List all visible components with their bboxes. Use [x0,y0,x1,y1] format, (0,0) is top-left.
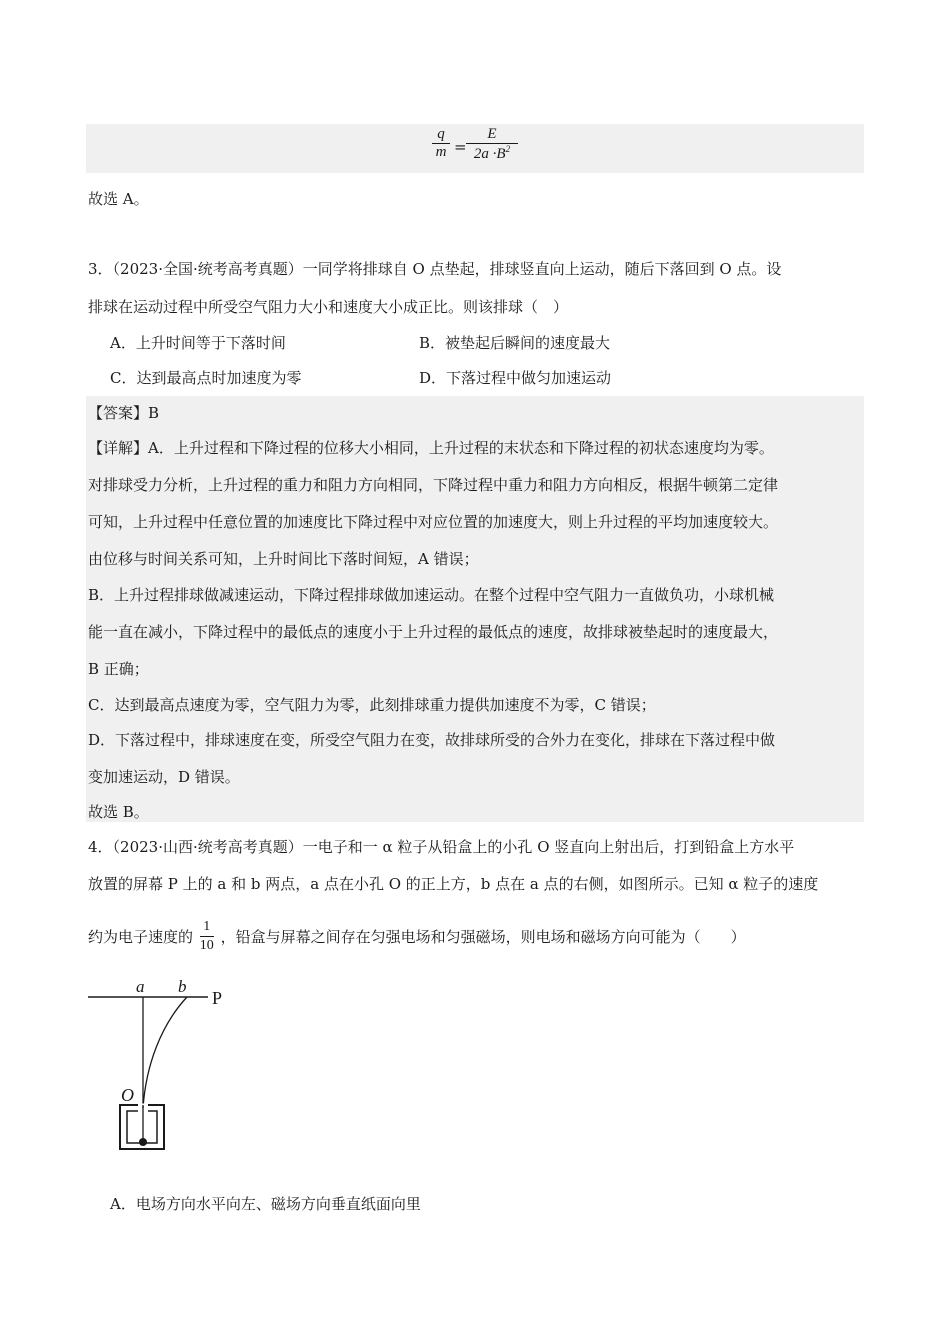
formula-rhs-den-text: 2a ·B [473,146,506,162]
q4-frac-num: 1 [203,919,211,934]
q3-detail-line: 可知，上升过程中任意位置的加速度比下降过程中对应位置的加速度大，则上升过程的平均加速度较大。 [88,513,779,531]
label-a: a [136,977,145,996]
q4-fraction [200,918,214,955]
q4-line3-pre: 约为电子速度的 [88,928,194,946]
q3-stem-line2: 排球在运动过程中所受空气阻力大小和速度大小成正比。则该排球（ ） [88,298,569,316]
q4-stem-line3 [88,918,746,955]
q4-figure [86,975,246,1155]
q3-detail-line: 对排球受力分析，上升过程的重力和阻力方向相同，下降过程中重力和阻力方向相反，根据牛顿第二定律 [88,476,779,494]
q3-detail-line: C．达到最高点速度为零，空气阻力为零，此刻排球重力提供加速度不为零，C 错误； [88,696,656,714]
q3-detail-line: 能一直在减小，下降过程中的最低点的速度小于上升过程的最低点的速度，故排球被垫起时的速度最大， [88,623,779,641]
label-O: O [121,1085,134,1105]
q3-stem-line1: 3．（2023·全国·统考高考真题）一同学将排球自 O 点垫起，排球竖直向上运动，随后下落回到 O 点。设 [88,260,782,278]
label-b: b [178,977,187,996]
q4-stem-line2: 放置的屏幕 P 上的 a 和 b 两点，a 点在小孔 O 的正上方，b 点在 a 点的右侧，如图所示。已知 α 粒子的速度 [88,875,819,893]
q4-stem-line1: 4．（2023·山西·统考高考真题）一电子和一 α 粒子从铅盒上的小孔 O 竖直向上射出后，打到铅盒上方水平 [88,838,795,856]
formula-lhs-den: m [432,143,450,161]
q3-option-b: B．被垫起后瞬间的速度最大 [419,334,611,352]
q4-option-a: A．电场方向水平向左、磁场方向垂直纸面向里 [110,1195,421,1213]
q3-option-a: A．上升时间等于下落时间 [110,334,286,352]
q3-option-d: D．下落过程中做匀加速运动 [419,369,612,387]
formula-lhs-num: q [437,126,445,142]
formula-rhs-den [466,143,518,163]
q3-detail-line: 【详解】A．上升过程和下降过程的位移大小相同，上升过程的末状态和下降过程的初状态速度均为零。 [88,439,774,457]
q4-frac-den: 10 [199,938,214,953]
prev-answer-line: 故选 A。 [88,190,149,208]
formula-lhs [432,126,450,161]
q3-detail-line: D．下落过程中，排球速度在变，所受空气阻力在变，故排球所受的合外力在变化，排球在下落过程中做 [88,731,776,749]
formula-rhs [466,126,518,163]
q3-option-c: C．达到最高点时加速度为零 [110,369,302,387]
q3-answer-box [86,396,864,822]
formula-rhs-num: E [487,126,497,142]
formula-eq: = [454,138,467,156]
source-dot [139,1138,147,1146]
q3-detail-line: B 正确； [88,660,149,678]
formula-rhs-den-sup: 2 [505,144,511,154]
q4-line3-post: ，铅盒与屏幕之间存在匀强电场和匀强磁场，则电场和磁场方向可能为（ ） [220,928,746,946]
alpha-path [143,997,187,1108]
q3-detail-line: 故选 B。 [88,803,149,821]
q3-answer: 【答案】B [88,404,160,422]
q3-detail-line: B．上升过程排球做减速运动，下降过程排球做加速运动。在整个过程中空气阻力一直做负功，小球机械 [88,586,775,604]
q3-detail-line: 由位移与时间关系可知，上升时间比下落时间短，A 错误； [88,550,479,568]
label-P: P [212,988,223,1008]
q3-detail-line: 变加速运动，D 错误。 [88,768,240,786]
